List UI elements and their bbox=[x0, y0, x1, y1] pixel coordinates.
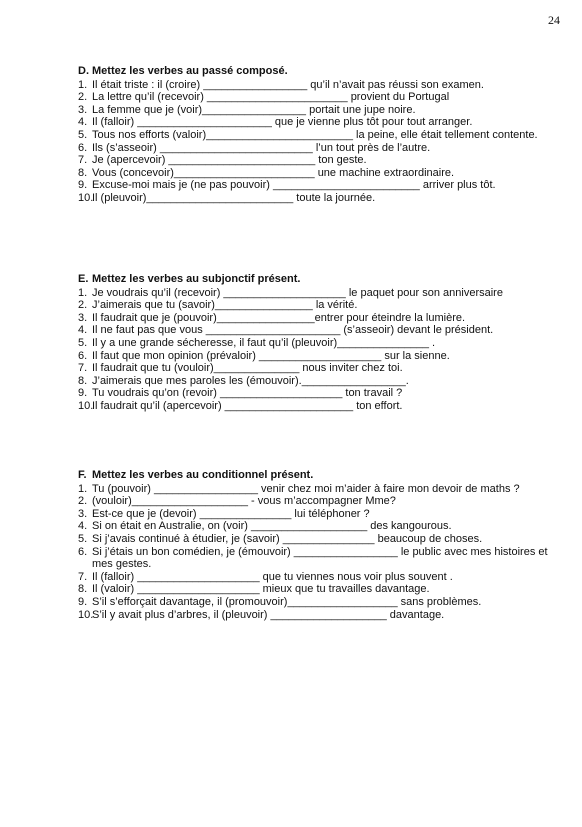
exercise-item bbox=[78, 596, 558, 609]
exercise-item bbox=[78, 104, 558, 117]
exercise-section-f bbox=[78, 469, 558, 621]
item-text: Il faut que mon opinion (prévaloir) ____________________ sur la sienne. bbox=[92, 349, 450, 362]
section-heading bbox=[78, 273, 558, 286]
exercise-item bbox=[78, 154, 558, 167]
item-text: J’aimerais que mes paroles les (émouvoir)._________________. bbox=[92, 374, 409, 387]
item-number: 7. bbox=[78, 154, 88, 167]
exercise-item bbox=[78, 287, 558, 300]
item-number: 5. bbox=[78, 532, 88, 545]
section-letter: E. bbox=[78, 273, 89, 285]
item-number: 2. bbox=[78, 299, 88, 312]
exercise-item bbox=[78, 546, 558, 571]
item-text: Il ne faut pas que vous ______________________ (s’asseoir) devant le président. bbox=[92, 324, 494, 337]
item-number: 6. bbox=[78, 349, 88, 362]
item-text: La lettre qu’il (recevoir) _______________________ provient du Portugal bbox=[92, 91, 450, 104]
item-number: 6. bbox=[78, 545, 88, 558]
item-text: J’aimerais que tu (savoir)________________ la vérité. bbox=[92, 299, 358, 312]
exercise-item bbox=[78, 533, 558, 546]
item-text: Si j’étais un bon comédien, je (émouvoir) _________________ le public avec mes histoires et mes gestes. bbox=[92, 545, 548, 571]
exercise-item bbox=[78, 299, 558, 312]
item-number: 4. bbox=[78, 324, 88, 337]
exercise-item bbox=[78, 583, 558, 596]
item-text: S’il y avait plus d’arbres, il (pleuvoir) ___________________ davantage. bbox=[92, 608, 445, 621]
item-number: 10. bbox=[78, 191, 94, 204]
item-text: Est-ce que je (devoir) _______________ lui téléphoner ? bbox=[92, 507, 370, 520]
item-number: 8. bbox=[78, 583, 88, 596]
item-number: 8. bbox=[78, 374, 88, 387]
item-text: Il (falloir) ____________________ que tu viennes nous voir plus souvent . bbox=[92, 570, 453, 583]
item-number: 4. bbox=[78, 520, 88, 533]
exercise-item bbox=[78, 142, 558, 155]
item-text: Ils (s’asseoir) _________________________ l’un tout près de l’autre. bbox=[92, 141, 431, 154]
section-title: Mettez les verbes au passé composé. bbox=[92, 65, 288, 77]
exercise-item bbox=[78, 375, 558, 388]
section-letter: D. bbox=[78, 65, 89, 77]
item-number: 7. bbox=[78, 362, 88, 375]
item-number: 10. bbox=[78, 399, 94, 412]
exercise-item bbox=[78, 167, 558, 180]
item-number: 1. bbox=[78, 78, 88, 91]
exercise-item bbox=[78, 495, 558, 508]
item-number: 4. bbox=[78, 116, 88, 129]
item-number: 9. bbox=[78, 179, 88, 192]
exercise-item bbox=[78, 91, 558, 104]
exercise-item bbox=[78, 79, 558, 92]
exercise-section-e bbox=[78, 273, 558, 413]
exercise-item bbox=[78, 609, 558, 622]
item-text: Excuse-moi mais je (ne pas pouvoir) ________________________ arriver plus tôt. bbox=[92, 179, 496, 192]
item-number: 5. bbox=[78, 128, 88, 141]
item-number: 1. bbox=[78, 482, 88, 495]
item-text: Il y a une grande sécheresse, il faut qu’il (pleuvoir)_______________ . bbox=[92, 336, 436, 349]
item-text: S’il s’efforçait davantage, il (promouvoir)__________________ sans problèmes. bbox=[92, 595, 482, 608]
item-text: (vouloir)___________________ - vous m’accompagner Mme? bbox=[92, 495, 396, 508]
item-text: Tu (pouvoir) _________________ venir chez moi m’aider à faire mon devoir de maths ? bbox=[92, 482, 520, 495]
exercise-item bbox=[78, 129, 558, 142]
exercise-item bbox=[78, 337, 558, 350]
item-text: La femme que je (voir)_________________ portait une jupe noire. bbox=[92, 103, 416, 116]
item-text: Il faudrait que tu (vouloir)______________ nous inviter chez toi. bbox=[92, 362, 403, 375]
item-text: Il faudrait qu’il (apercevoir) _____________________ ton effort. bbox=[92, 399, 403, 412]
item-number: 3. bbox=[78, 311, 88, 324]
section-title: Mettez les verbes au subjonctif présent. bbox=[92, 273, 301, 285]
item-number: 2. bbox=[78, 495, 88, 508]
item-text: Tu voudrais qu’on (revoir) ____________________ ton travail ? bbox=[92, 387, 403, 400]
exercise-item bbox=[78, 324, 558, 337]
exercise-item bbox=[78, 571, 558, 584]
item-number: 8. bbox=[78, 166, 88, 179]
item-number: 3. bbox=[78, 103, 88, 116]
exercise-item bbox=[78, 387, 558, 400]
exercise-item bbox=[78, 312, 558, 325]
item-number: 9. bbox=[78, 595, 88, 608]
item-text: Vous (concevoir)_______________________ une machine extraordinaire. bbox=[92, 166, 455, 179]
item-text: Si on était en Australie, on (voir) ___________________ des kangourous. bbox=[92, 520, 452, 533]
exercise-item bbox=[78, 192, 558, 205]
exercise-item bbox=[78, 179, 558, 192]
item-text: Je (apercevoir) ________________________ ton geste. bbox=[92, 154, 367, 167]
exercise-item bbox=[78, 520, 558, 533]
item-text: Il (falloir) ______________________ que je vienne plus tôt pour tout arranger. bbox=[92, 116, 473, 129]
exercise-item bbox=[78, 362, 558, 375]
item-text: Il faudrait que je (pouvoir)________________entrer pour éteindre la lumière. bbox=[92, 311, 466, 324]
item-number: 7. bbox=[78, 570, 88, 583]
item-number: 5. bbox=[78, 336, 88, 349]
section-heading bbox=[78, 469, 558, 482]
section-letter: F. bbox=[78, 469, 87, 481]
item-number: 2. bbox=[78, 91, 88, 104]
exercise-item bbox=[78, 116, 558, 129]
item-text: Il (pleuvoir)________________________ toute la journée. bbox=[92, 191, 376, 204]
exercise-section-d bbox=[78, 65, 558, 205]
item-number: 10. bbox=[78, 608, 94, 621]
item-text: Tous nos efforts (valoir)________________________ la peine, elle était tellement contente. bbox=[92, 128, 538, 141]
item-text: Si j’avais continué à étudier, je (savoir) _______________ beaucoup de choses. bbox=[92, 532, 483, 545]
exercise-item bbox=[78, 350, 558, 363]
item-text: Il (valoir) ____________________ mieux que tu travailles davantage. bbox=[92, 583, 430, 596]
item-number: 9. bbox=[78, 387, 88, 400]
item-number: 1. bbox=[78, 286, 88, 299]
page-number: 24 bbox=[548, 13, 560, 27]
item-text: Je voudrais qu’il (recevoir) ____________________ le paquet pour son anniversaire bbox=[92, 286, 503, 299]
section-heading bbox=[78, 65, 558, 78]
exercise-item bbox=[78, 508, 558, 521]
exercise-item bbox=[78, 400, 558, 413]
exercise-item bbox=[78, 483, 558, 496]
item-text: Il était triste : il (croire) _________________ qu’il n’avait pas réussi son examen. bbox=[92, 78, 484, 91]
item-number: 3. bbox=[78, 507, 88, 520]
section-title: Mettez les verbes au conditionnel présent. bbox=[92, 469, 314, 481]
item-number: 6. bbox=[78, 141, 88, 154]
